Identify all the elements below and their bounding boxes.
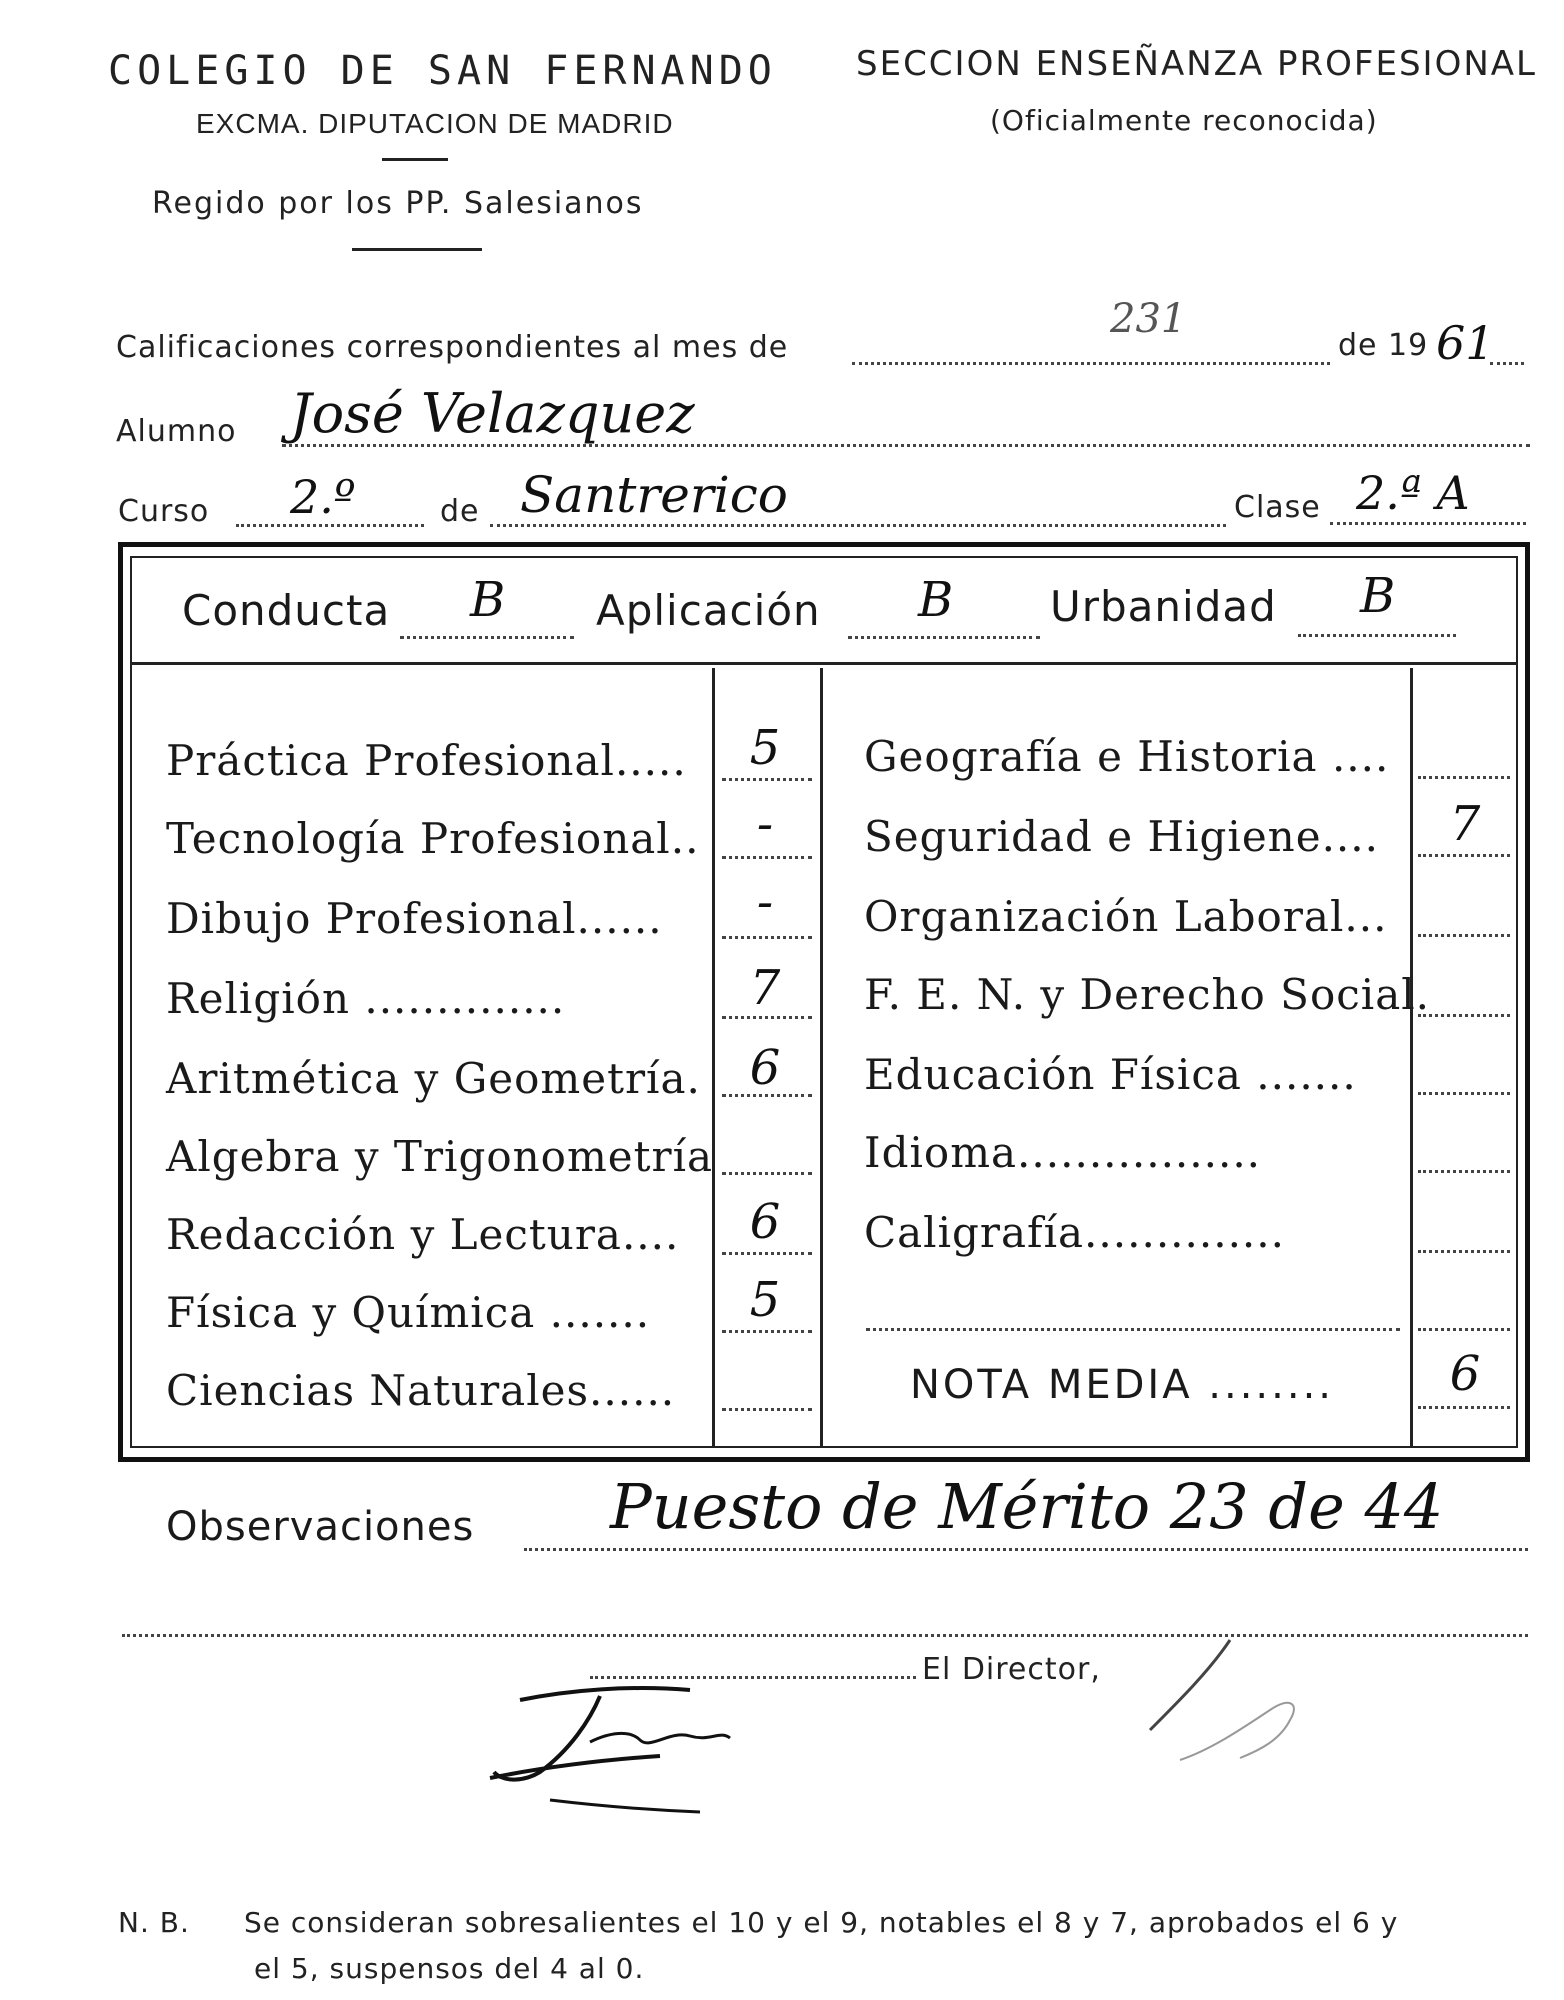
specialty-value: Santrerico: [520, 466, 788, 524]
note-line-1: Se consideran sobresalientes el 10 y el 9, notables el 8 y 7, aprobados el 6 y: [244, 1906, 1399, 1939]
grade-fisica: 5: [749, 1272, 781, 1328]
month-value: 231: [1110, 296, 1187, 342]
subject-idioma: Idioma.................: [864, 1128, 1262, 1177]
student-label: Alumno: [116, 414, 237, 449]
note-prefix: N. B.: [118, 1906, 190, 1939]
grade-line-2: [722, 856, 812, 859]
class-value: 2.ª A: [1356, 466, 1470, 520]
observations-value: Puesto de Mérito 23 de 44: [610, 1470, 1444, 1543]
subject-caligrafia: Caligrafía..............: [864, 1208, 1285, 1257]
student-name: José Velazquez: [290, 382, 695, 445]
subject-dibujo: Dibujo Profesional......: [166, 894, 663, 943]
grade-line-4: [722, 1016, 812, 1019]
right-grade-divider: [1410, 668, 1413, 1446]
month-dotted-line: [852, 362, 1330, 365]
subject-aritmetica: Aritmética y Geometría.: [166, 1054, 701, 1103]
subject-algebra: Algebra y Trigonometría: [166, 1132, 714, 1181]
grade-tecnologia: -: [756, 796, 774, 852]
subject-redaccion: Redacción y Lectura....: [166, 1210, 680, 1259]
director-signature: [480, 1660, 800, 1820]
class-label: Clase: [1234, 490, 1321, 525]
recognition-text: (Oficialmente reconocida): [990, 104, 1378, 137]
blank-subject-line: [866, 1328, 1400, 1331]
urbanity-dotted-line: [1298, 634, 1456, 637]
year-dotted-line: [1490, 362, 1524, 365]
grade-dibujo: -: [756, 874, 774, 930]
application-label: Aplicación: [596, 586, 821, 635]
subject-fen: F. E. N. y Derecho Social.: [864, 970, 1431, 1019]
subject-geografia: Geografía e Historia ....: [864, 732, 1390, 781]
school-name: COLEGIO DE SAN FERNANDO: [108, 48, 777, 94]
subject-tecnologia: Tecnología Profesional..: [166, 814, 700, 863]
grade-aritmetica: 6: [749, 1040, 781, 1096]
application-grade: B: [918, 572, 954, 628]
authority-name: EXCMA. DIPUTACION DE MADRID: [196, 108, 674, 139]
observations-dotted-line: [524, 1548, 1528, 1551]
grade-line-8: [722, 1330, 812, 1333]
grade-religion: 7: [749, 960, 781, 1016]
grade-line-3: [722, 936, 812, 939]
grade-redaccion: 6: [749, 1194, 781, 1250]
subject-ciencias: Ciencias Naturales......: [166, 1366, 676, 1415]
course-of-label: de: [440, 494, 480, 529]
right-grade-line-6: [1418, 1170, 1510, 1173]
director-label: El Director,: [922, 1652, 1101, 1687]
subject-seguridad: Seguridad e Higiene....: [864, 812, 1379, 861]
subject-practica: Práctica Profesional.....: [166, 736, 687, 785]
grade-line-1: [722, 778, 812, 781]
subject-religion: Religión ..............: [166, 974, 566, 1023]
observations-label: Observaciones: [166, 1504, 475, 1550]
left-grade-divider-a: [712, 668, 715, 1446]
urbanity-grade: B: [1360, 568, 1396, 624]
right-grade-line-8: [1418, 1328, 1510, 1331]
note-line-2: el 5, suspensos del 4 al 0.: [254, 1952, 645, 1985]
month-label: Calificaciones correspondientes al mes de: [116, 330, 789, 365]
right-grade-line-4: [1418, 1014, 1510, 1017]
right-grade-line-2: [1418, 854, 1510, 857]
application-dotted-line: [848, 636, 1040, 639]
conduct-dotted-line: [400, 636, 574, 639]
year-value: 61: [1436, 316, 1495, 370]
grade-line-6: [722, 1172, 812, 1175]
right-grade-line-5: [1418, 1092, 1510, 1095]
year-label: de 19: [1338, 328, 1429, 363]
header-divider: [352, 248, 482, 251]
right-grade-line-9: [1418, 1406, 1510, 1409]
stamp-mark: [1120, 1630, 1350, 1800]
grade-line-5: [722, 1094, 812, 1097]
header-divider-short: [382, 158, 448, 161]
specialty-dotted-line: [490, 524, 1226, 527]
average-label: NOTA MEDIA ........: [910, 1362, 1334, 1408]
subject-organizacion: Organización Laboral...: [864, 892, 1388, 941]
course-dotted-line: [236, 524, 424, 527]
right-grade-line-3: [1418, 934, 1510, 937]
grade-line-7: [722, 1252, 812, 1255]
right-grade-line-1: [1418, 776, 1510, 779]
behavior-separator: [132, 662, 1516, 665]
conduct-grade: B: [470, 572, 506, 628]
run-by-text: Regido por los PP. Salesianos: [152, 186, 644, 221]
section-name: SECCION ENSEÑANZA PROFESIONAL: [856, 44, 1537, 84]
course-label: Curso: [118, 494, 210, 529]
urbanity-label: Urbanidad: [1050, 582, 1277, 631]
subject-educacion-fisica: Educación Física .......: [864, 1050, 1357, 1099]
class-dotted-line: [1330, 522, 1526, 525]
left-grade-divider-b: [820, 668, 823, 1446]
grade-line-9: [722, 1408, 812, 1411]
right-grade-line-7: [1418, 1250, 1510, 1253]
conduct-label: Conducta: [182, 586, 391, 635]
subject-fisica: Física y Química .......: [166, 1288, 651, 1337]
grade-average: 6: [1449, 1346, 1481, 1402]
course-value: 2.º: [290, 470, 356, 524]
grade-practica: 5: [749, 720, 781, 776]
grade-seguridad: 7: [1449, 796, 1481, 852]
